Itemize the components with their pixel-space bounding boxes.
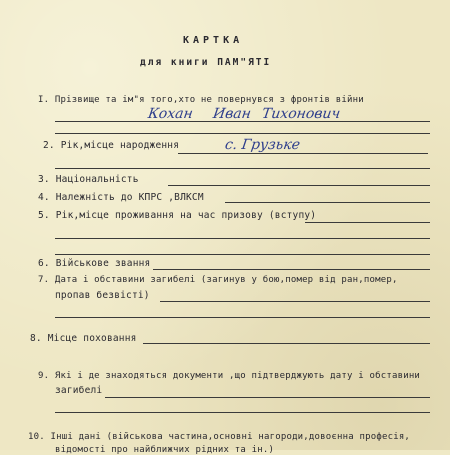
field-1-value-surname: Кохан [146,106,194,122]
field-2-line-2 [55,168,430,169]
field-1-line-1 [55,121,430,122]
field-3-label: 3. Національність [38,174,139,185]
field-5-line-1 [305,222,430,223]
field-5-label: 5. Рік,місце проживання на час призову (вступу) [38,210,317,221]
field-2-line-1 [178,153,428,154]
field-7-line-2 [55,317,430,318]
field-1-line-2 [55,133,430,134]
field-8-label: 8. Місце поховання [30,333,137,344]
field-4-line [225,202,430,203]
field-2-value: с. Грузьке [223,137,302,153]
field-6-line [153,269,430,270]
field-1-label: I. Прізвище та ім"я того,хто не повернувся з фронтів війни [38,95,364,105]
field-3-line [168,185,430,186]
field-1-value-name: Иван [211,106,253,122]
field-7-label-line-2: пропав безвісті) [55,290,150,301]
field-8-line [143,343,430,344]
field-7-label-line-1: 7. Дата і обставини загибелі (загинув у бою,помер від ран,помер, [38,275,398,285]
field-9-line-2 [55,412,430,413]
field-2-label: 2. Рік,місце народження [43,140,180,151]
field-10-label-line-2: відомості про найближчих рідних та ін.) [55,445,275,455]
field-1-value-patronymic: Тихонович [260,106,342,122]
field-9-label-line-1: 9. Які і де знаходяться документи ,що підтверджують дату і обставини [38,371,421,381]
field-9-line-1 [105,397,430,398]
field-7-line-1 [160,301,430,302]
card-subtitle: для книги ПАМ"ЯТІ [140,57,272,68]
field-10-label-line-1: 10. Інші дані (військова частина,основні нагороди,довоєнна професія, [28,432,411,442]
field-4-label: 4. Належність до КПРС ,ВЛКСМ [38,192,204,203]
field-6-label: 6. Військове звання [38,258,151,269]
field-9-label-line-2: загибелі [55,385,103,396]
field-5-line-3 [55,254,430,255]
card-title: КАРТКА [183,35,244,46]
field-5-line-2 [55,238,430,239]
